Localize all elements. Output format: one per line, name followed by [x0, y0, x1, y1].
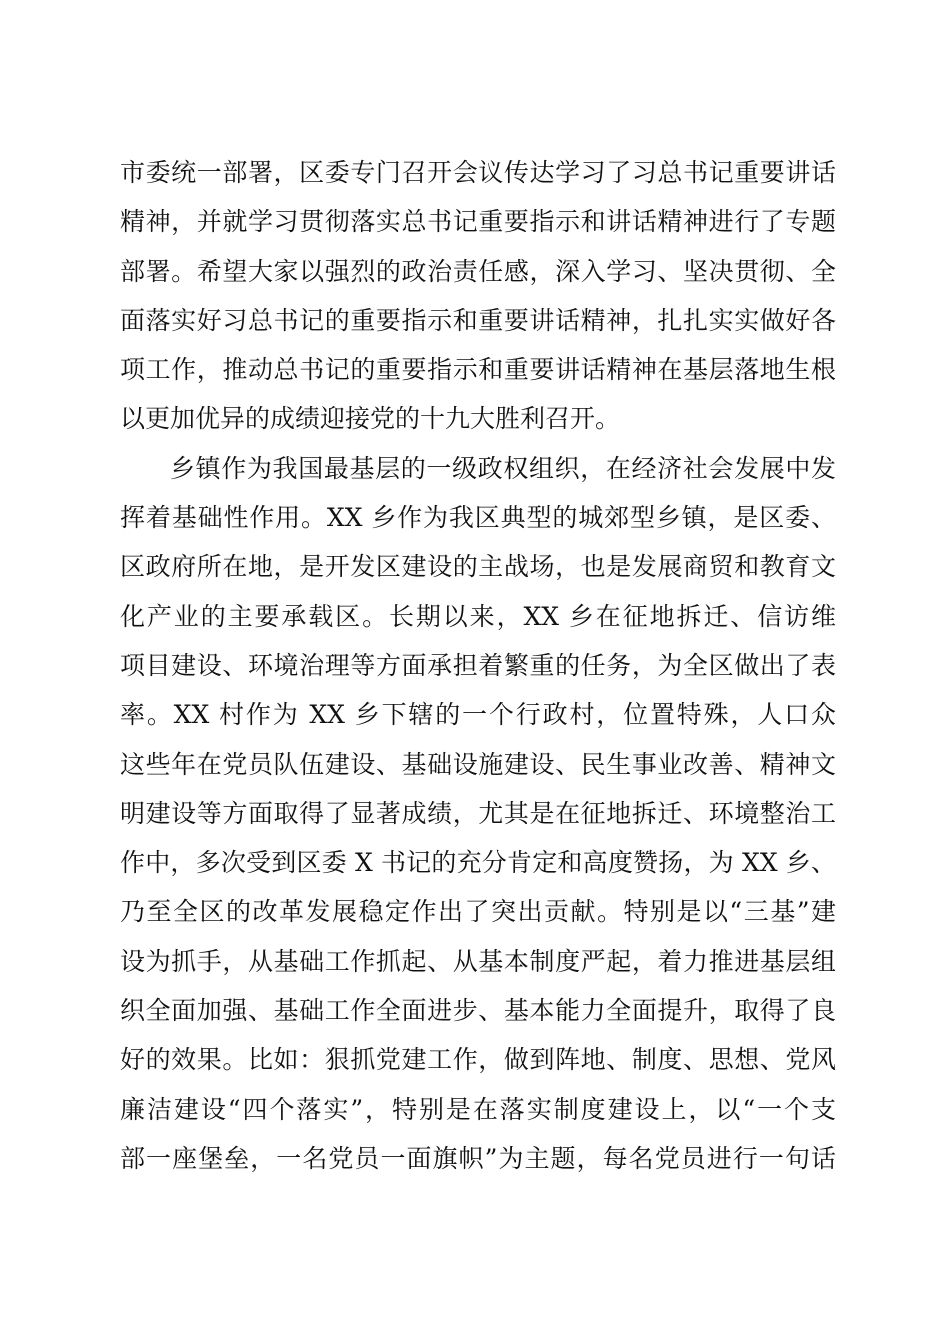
text-line: 项工作，推动总书记的重要指示和重要讲话精神在基层落地生根 [120, 355, 836, 385]
text-line: 化产业的主要承载区。长期以来，XX 乡在征地拆迁、信访维 [120, 601, 836, 631]
text-line: 精神，并就学习贯彻落实总书记重要指示和讲话精神进行了专题 [120, 207, 836, 237]
text-line: 市委统一部署，区委专门召开会议传达学习了习总书记重要讲话 [120, 158, 836, 187]
text-line: 明建设等方面取得了显著成绩，尤其是在征地拆迁、环境整治工 [120, 798, 836, 828]
text-line: 率。XX 村作为 XX 乡下辖的一个行政村，位置特殊，人口众 [120, 700, 836, 730]
text-line: 挥着基础性作用。XX 乡作为我区典型的城郊型乡镇，是区委、 [120, 503, 836, 533]
text-line: 这些年在党员队伍建设、基础设施建设、民生事业改善、精神文 [120, 749, 836, 779]
text-line: 好的效果。比如：狠抓党建工作，做到阵地、制度、思想、党风 [120, 1045, 836, 1075]
text-line: 织全面加强、基础工作全面进步、基本能力全面提升，取得了良 [120, 996, 836, 1026]
text-line: 廉洁建设“四个落实”，特别是在落实制度建设上，以“一个支 [120, 1094, 836, 1124]
text-line: 设为抓手，从基础工作抓起、从基本制度严起，着力推进基层组 [120, 946, 836, 976]
paragraph-2 [120, 444, 836, 1183]
text-line: 项目建设、环境治理等方面承担着繁重的任务，为全区做出了表 [120, 650, 836, 680]
text-line: 乃至全区的改革发展稳定作出了突出贡献。特别是以“三基”建 [120, 897, 836, 927]
text-line: 部一座堡垒，一名党员一面旗帜”为主题，每名党员进行一句话 [120, 1143, 836, 1173]
body-text [120, 148, 836, 1183]
text-line: 乡镇作为我国最基层的一级政权组织，在经济社会发展中发 [170, 453, 836, 483]
text-line: 区政府所在地，是开发区建设的主战场，也是发展商贸和教育文 [120, 552, 836, 582]
paragraph-1 [120, 148, 836, 444]
text-line: 作中，多次受到区委 X 书记的充分肯定和高度赞扬，为 XX 乡、 [120, 848, 836, 878]
text-line: 以更加优异的成绩迎接党的十九大胜利召开。 [120, 404, 621, 434]
text-line: 部署。希望大家以强烈的政治责任感，深入学习、坚决贯彻、全 [120, 256, 836, 286]
text-line: 面落实好习总书记的重要指示和重要讲话精神，扎扎实实做好各 [120, 305, 836, 335]
